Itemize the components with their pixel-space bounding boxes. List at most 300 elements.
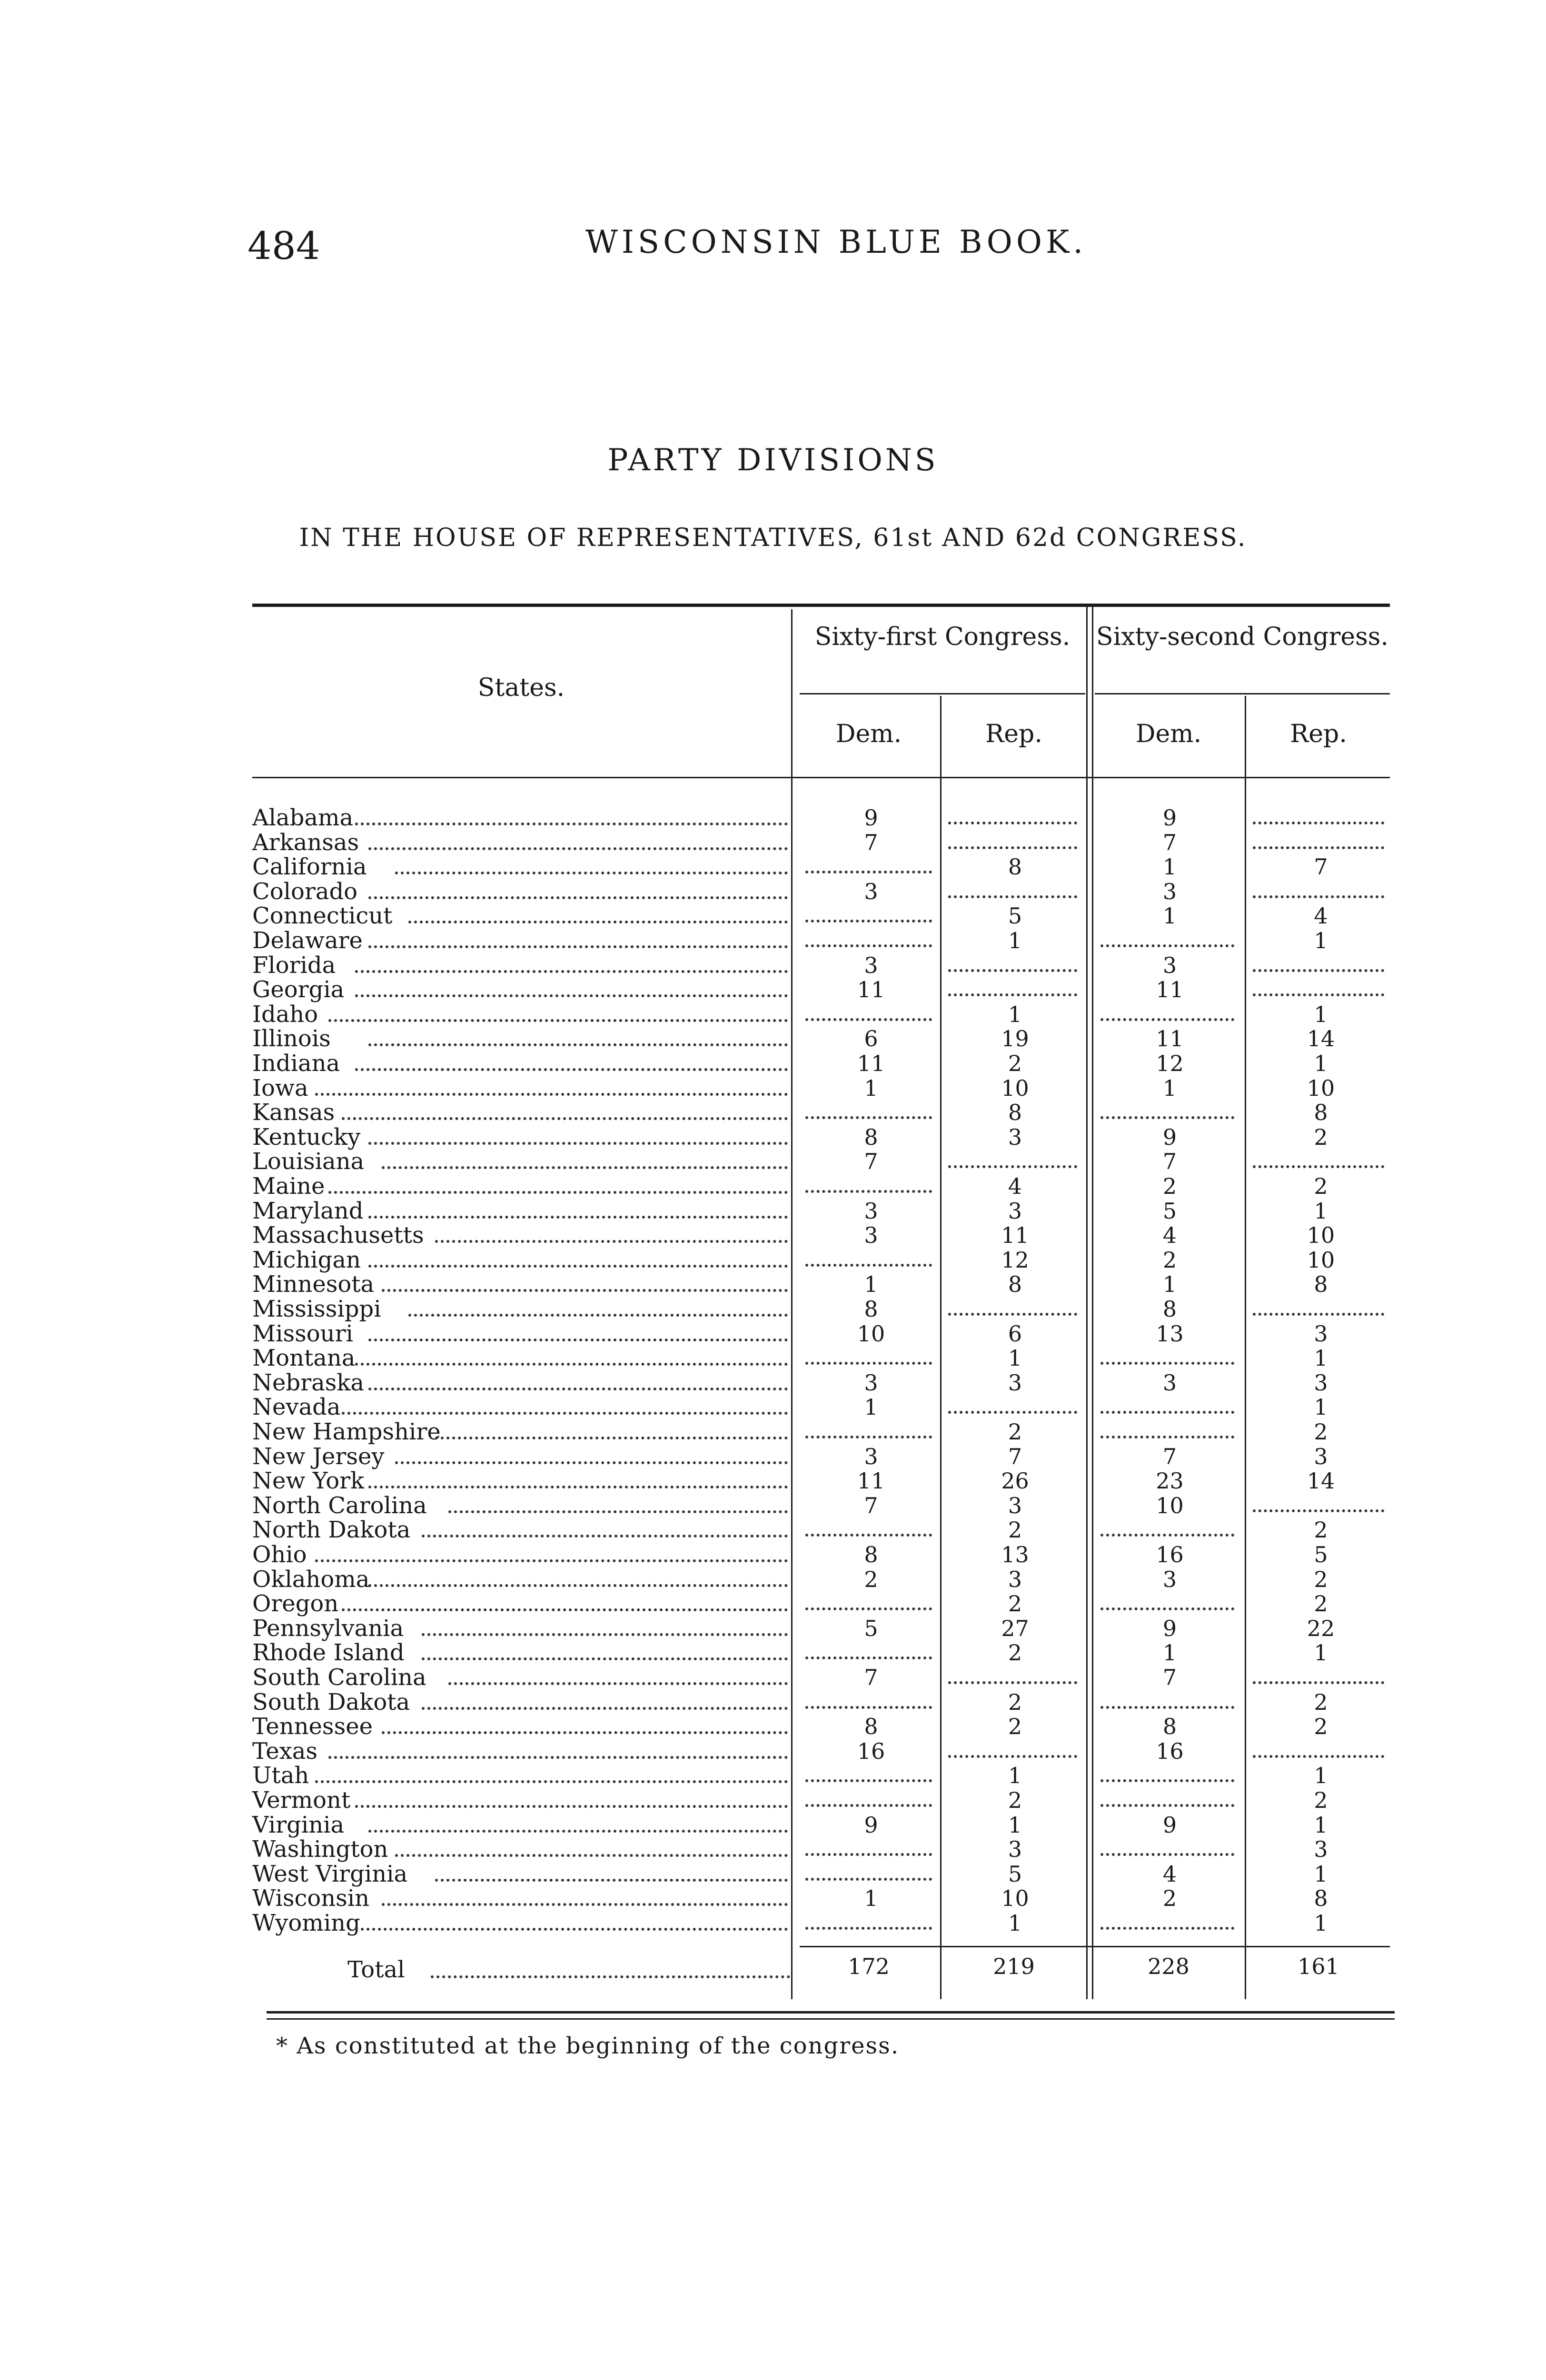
- cell-d61: 16: [857, 1738, 885, 1764]
- cell-d62: 8: [1162, 1296, 1177, 1322]
- leader-dots: [355, 1068, 788, 1071]
- cell-r62: 8: [1314, 1100, 1328, 1125]
- leader-dots: [368, 896, 788, 899]
- cell-r62: 1: [1314, 1345, 1328, 1371]
- total-rep-61: 219: [993, 1954, 1035, 1979]
- empty-cell-dots: [805, 1706, 932, 1709]
- state-name: Virginia: [252, 1812, 345, 1838]
- cell-r61: 4: [1008, 1173, 1022, 1199]
- cell-r62: 8: [1314, 1885, 1328, 1911]
- cell-r62: 2: [1314, 1567, 1328, 1592]
- leader-dots: [315, 1559, 788, 1562]
- state-name: Idaho: [252, 1001, 318, 1028]
- state-name: Washington: [252, 1836, 388, 1863]
- cell-r62: 2: [1314, 1517, 1328, 1543]
- state-name: Vermont: [252, 1787, 351, 1814]
- divider-61-dem-rep: [940, 696, 941, 1999]
- leader-dots: [368, 1830, 788, 1833]
- header-states: States.: [477, 674, 565, 702]
- cell-r61: 2: [1008, 1640, 1022, 1666]
- cell-d61: 1: [864, 1394, 878, 1420]
- leader-dots: [315, 1780, 788, 1783]
- empty-cell-dots: [1100, 1018, 1234, 1021]
- empty-cell-dots: [948, 846, 1077, 849]
- state-name: Iowa: [252, 1075, 308, 1101]
- cell-d61: 3: [864, 1198, 878, 1224]
- cell-r61: 6: [1008, 1321, 1022, 1347]
- cell-d62: 12: [1156, 1051, 1184, 1076]
- cell-d61: 8: [864, 1542, 878, 1567]
- leader-dots: [355, 970, 788, 973]
- cell-r61: 3: [1008, 1493, 1022, 1518]
- table-bottom-rule-2: [267, 2018, 1395, 2020]
- cell-r62: 2: [1314, 1173, 1328, 1199]
- cell-r62: 8: [1314, 1271, 1328, 1297]
- state-name: Alabama: [252, 804, 354, 831]
- state-name: Montana: [252, 1345, 356, 1371]
- empty-cell-dots: [1253, 1755, 1384, 1758]
- state-name: North Carolina: [252, 1492, 427, 1519]
- leader-dots: [328, 1019, 788, 1022]
- empty-cell-dots: [805, 1362, 932, 1365]
- cell-d61: 9: [864, 805, 878, 831]
- cell-r62: 22: [1307, 1616, 1335, 1641]
- empty-cell-dots: [805, 920, 932, 922]
- cell-d62: 4: [1162, 1222, 1177, 1248]
- leader-dots: [368, 1486, 788, 1488]
- cell-r61: 5: [1008, 903, 1022, 929]
- empty-cell-dots: [1100, 1804, 1234, 1807]
- cell-d61: 8: [864, 1124, 878, 1150]
- empty-cell-dots: [948, 1411, 1077, 1414]
- empty-cell-dots: [1253, 1681, 1384, 1684]
- empty-cell-dots: [805, 1779, 932, 1782]
- cell-r62: 1: [1314, 928, 1328, 953]
- empty-cell-dots: [1253, 1509, 1384, 1512]
- empty-cell-dots: [805, 1436, 932, 1438]
- cell-d62: 16: [1156, 1542, 1184, 1567]
- cell-d62: 11: [1156, 977, 1184, 1002]
- page-subtitle: IN THE HOUSE OF REPRESENTATIVES, 61st AND 62d CONGRESS.: [299, 524, 1247, 552]
- leader-dots: [368, 1388, 788, 1390]
- empty-cell-dots: [1100, 1927, 1234, 1930]
- cell-r61: 3: [1008, 1567, 1022, 1592]
- leader-dots: [448, 1682, 788, 1685]
- empty-cell-dots: [1100, 1779, 1234, 1782]
- cell-d62: 9: [1162, 1124, 1177, 1150]
- empty-cell-dots: [1100, 944, 1234, 947]
- cell-r61: 12: [1001, 1247, 1029, 1273]
- cell-d62: 2: [1162, 1173, 1177, 1199]
- cell-d62: 3: [1162, 879, 1177, 904]
- cell-r62: 2: [1314, 1124, 1328, 1150]
- leader-dots: [368, 1142, 788, 1145]
- empty-cell-dots: [805, 1190, 932, 1193]
- empty-cell-dots: [805, 1018, 932, 1021]
- state-name: Texas: [252, 1738, 318, 1765]
- cell-r62: 10: [1307, 1075, 1335, 1101]
- cell-r61: 5: [1008, 1861, 1022, 1887]
- empty-cell-dots: [1253, 1313, 1384, 1316]
- leader-dots: [368, 945, 788, 948]
- cell-r61: 1: [1008, 1910, 1022, 1936]
- page-number: 484: [248, 224, 320, 268]
- leader-dots: [342, 1608, 788, 1611]
- empty-cell-dots: [948, 895, 1077, 898]
- state-name: Nevada: [252, 1394, 341, 1420]
- cell-r61: 8: [1008, 1271, 1022, 1297]
- leader-dots: [382, 1166, 788, 1169]
- empty-cell-dots: [805, 1927, 932, 1930]
- leader-dots: [355, 1363, 788, 1366]
- cell-r61: 1: [1008, 1345, 1022, 1371]
- empty-cell-dots: [1253, 993, 1384, 996]
- cell-d61: 8: [864, 1714, 878, 1739]
- empty-cell-dots: [948, 1313, 1077, 1316]
- state-name: Louisiana: [252, 1148, 365, 1175]
- cell-r61: 2: [1008, 1787, 1022, 1813]
- cell-d62: 3: [1162, 952, 1177, 978]
- c62-header-rule: [1095, 693, 1390, 694]
- cell-r62: 1: [1314, 1910, 1328, 1936]
- header-62nd-congress: Sixty-second Congress.: [1096, 623, 1389, 651]
- empty-cell-dots: [948, 1681, 1077, 1684]
- leader-dots: [368, 847, 788, 850]
- state-name: Mississippi: [252, 1296, 381, 1322]
- cell-d61: 11: [857, 1468, 885, 1494]
- state-name: Delaware: [252, 927, 363, 954]
- cell-d61: 1: [864, 1885, 878, 1911]
- cell-d62: 1: [1162, 903, 1177, 929]
- empty-cell-dots: [805, 1853, 932, 1856]
- cell-d61: 11: [857, 1051, 885, 1076]
- cell-d61: 2: [864, 1567, 878, 1592]
- leader-dots: [355, 1805, 788, 1808]
- total-dem-61: 172: [848, 1954, 890, 1979]
- cell-d62: 1: [1162, 1271, 1177, 1297]
- cell-d61: 7: [864, 1149, 878, 1174]
- divider-62-dem-rep: [1245, 696, 1246, 1999]
- empty-cell-dots: [805, 1607, 932, 1610]
- page-title: PARTY DIVISIONS: [607, 443, 939, 478]
- cell-d62: 7: [1162, 1665, 1177, 1690]
- state-name: Colorado: [252, 878, 358, 905]
- cell-d62: 3: [1162, 1370, 1177, 1396]
- table-top-rule: [252, 604, 1390, 607]
- state-name: Connecticut: [252, 902, 393, 929]
- cell-r62: 14: [1307, 1468, 1335, 1494]
- c61-header-rule: [800, 693, 1085, 694]
- empty-cell-dots: [805, 1534, 932, 1537]
- state-name: Illinois: [252, 1025, 331, 1052]
- state-name: South Carolina: [252, 1664, 426, 1691]
- cell-r61: 2: [1008, 1051, 1022, 1076]
- leader-dots: [408, 1314, 788, 1317]
- total-dem-62: 228: [1148, 1954, 1189, 1979]
- cell-r62: 7: [1314, 854, 1328, 880]
- cell-d61: 1: [864, 1271, 878, 1297]
- cell-d61: 3: [864, 1370, 878, 1396]
- cell-r61: 8: [1008, 1100, 1022, 1125]
- state-name: Massachusetts: [252, 1222, 424, 1249]
- empty-cell-dots: [1100, 1436, 1234, 1438]
- cell-r61: 3: [1008, 1124, 1022, 1150]
- empty-cell-dots: [805, 1656, 932, 1659]
- cell-d62: 8: [1162, 1714, 1177, 1739]
- cell-d62: 3: [1162, 1567, 1177, 1592]
- cell-d62: 9: [1162, 805, 1177, 831]
- empty-cell-dots: [1253, 969, 1384, 972]
- empty-cell-dots: [948, 993, 1077, 996]
- cell-r62: 1: [1314, 1861, 1328, 1887]
- cell-d62: 1: [1162, 1075, 1177, 1101]
- state-name: Rhode Island: [252, 1639, 405, 1666]
- divider-states: [791, 609, 793, 1999]
- empty-cell-dots: [1100, 1411, 1234, 1414]
- empty-cell-dots: [1253, 895, 1384, 898]
- state-name: Maryland: [252, 1198, 364, 1224]
- leader-dots: [395, 1854, 788, 1857]
- state-name: Tennessee: [252, 1713, 373, 1740]
- cell-d62: 13: [1156, 1321, 1184, 1347]
- leader-dots: [328, 1756, 788, 1759]
- cell-d62: 10: [1156, 1493, 1184, 1518]
- leader-dots: [328, 1191, 788, 1194]
- cell-r62: 1: [1314, 1394, 1328, 1420]
- state-name: Maine: [252, 1173, 325, 1200]
- cell-r61: 27: [1001, 1616, 1029, 1641]
- header-bottom-rule: [252, 777, 1390, 778]
- cell-r61: 3: [1008, 1836, 1022, 1862]
- empty-cell-dots: [1100, 1534, 1234, 1537]
- footnote: * As constituted at the beginning of the congress.: [276, 2033, 900, 2059]
- cell-d61: 11: [857, 977, 885, 1002]
- state-name: Pennsylvania: [252, 1615, 404, 1642]
- cell-d62: 11: [1156, 1026, 1184, 1051]
- state-name: Michigan: [252, 1247, 361, 1273]
- cell-r62: 10: [1307, 1222, 1335, 1248]
- leader-dots: [408, 921, 788, 923]
- leader-dots: [355, 994, 788, 997]
- cell-d61: 3: [864, 879, 878, 904]
- cell-r62: 10: [1307, 1247, 1335, 1273]
- cell-r62: 14: [1307, 1026, 1335, 1051]
- cell-d61: 8: [864, 1296, 878, 1322]
- cell-r62: 1: [1314, 1640, 1328, 1666]
- leader-dots: [382, 1731, 788, 1734]
- leader-dots: [435, 1240, 788, 1243]
- cell-d62: 5: [1162, 1198, 1177, 1224]
- state-name: West Virginia: [252, 1861, 408, 1887]
- cell-r62: 1: [1314, 1763, 1328, 1788]
- cell-r61: 11: [1001, 1222, 1029, 1248]
- cell-r62: 2: [1314, 1714, 1328, 1739]
- cell-d61: 3: [864, 1444, 878, 1469]
- state-name: Kansas: [252, 1099, 335, 1126]
- leader-dots: [342, 1117, 788, 1120]
- cell-r62: 2: [1314, 1591, 1328, 1616]
- divider-congress-b: [1092, 604, 1093, 1999]
- cell-r62: 4: [1314, 903, 1328, 929]
- leader-dots: [368, 1216, 788, 1219]
- state-name: Georgia: [252, 976, 345, 1003]
- empty-cell-dots: [1100, 1706, 1234, 1709]
- empty-cell-dots: [948, 1165, 1077, 1168]
- empty-cell-dots: [1253, 846, 1384, 849]
- state-name: Kentucky: [252, 1124, 361, 1150]
- leader-dots: [368, 1043, 788, 1046]
- empty-cell-dots: [805, 944, 932, 947]
- leader-dots: [382, 1289, 788, 1292]
- total-label: Total: [347, 1956, 405, 1983]
- state-name: New Jersey: [252, 1443, 385, 1470]
- cell-d62: 2: [1162, 1247, 1177, 1273]
- empty-cell-dots: [948, 822, 1077, 824]
- cell-r61: 2: [1008, 1591, 1022, 1616]
- empty-cell-dots: [805, 1116, 932, 1119]
- cell-r61: 2: [1008, 1517, 1022, 1543]
- leader-dots: [368, 1339, 788, 1341]
- cell-r61: 10: [1001, 1075, 1029, 1101]
- cell-d62: 1: [1162, 1640, 1177, 1666]
- state-name: Minnesota: [252, 1271, 375, 1298]
- cell-r62: 1: [1314, 1812, 1328, 1838]
- state-name: Ohio: [252, 1541, 307, 1568]
- cell-d61: 5: [864, 1616, 878, 1641]
- divider-congress-a: [1086, 604, 1088, 1999]
- header-rep-62: Rep.: [1290, 720, 1347, 748]
- cell-r62: 1: [1314, 1002, 1328, 1027]
- cell-d61: 7: [864, 1665, 878, 1690]
- cell-r61: 8: [1008, 854, 1022, 880]
- state-name: North Dakota: [252, 1517, 411, 1543]
- cell-d62: 4: [1162, 1861, 1177, 1887]
- leader-dots: [435, 1879, 788, 1882]
- empty-cell-dots: [948, 969, 1077, 972]
- cell-r61: 19: [1001, 1026, 1029, 1051]
- cell-r61: 26: [1001, 1468, 1029, 1494]
- state-name: Florida: [252, 952, 336, 979]
- cell-r61: 2: [1008, 1689, 1022, 1715]
- header-61st-congress: Sixty-first Congress.: [814, 623, 1070, 651]
- cell-r61: 1: [1008, 1002, 1022, 1027]
- cell-r61: 1: [1008, 1812, 1022, 1838]
- cell-r62: 5: [1314, 1542, 1328, 1567]
- cell-r61: 1: [1008, 1763, 1022, 1788]
- table-bottom-rule: [267, 2011, 1395, 2013]
- cell-r61: 13: [1001, 1542, 1029, 1567]
- cell-r62: 2: [1314, 1689, 1328, 1715]
- empty-cell-dots: [1253, 1165, 1384, 1168]
- state-name: Utah: [252, 1762, 309, 1789]
- leader-dots: [355, 823, 788, 825]
- leader-dots: [422, 1535, 788, 1537]
- cell-d61: 6: [864, 1026, 878, 1051]
- state-name: Nebraska: [252, 1369, 365, 1396]
- total-rep-62: 161: [1298, 1954, 1339, 1979]
- cell-d61: 7: [864, 830, 878, 855]
- empty-cell-dots: [1100, 1607, 1234, 1610]
- cell-r62: 3: [1314, 1321, 1328, 1347]
- state-name: Oklahoma: [252, 1566, 370, 1593]
- state-name: New York: [252, 1468, 365, 1494]
- empty-cell-dots: [805, 871, 932, 873]
- empty-cell-dots: [1100, 1362, 1234, 1365]
- header-rep-61: Rep.: [985, 720, 1042, 748]
- cell-r62: 2: [1314, 1419, 1328, 1445]
- cell-r62: 1: [1314, 1051, 1328, 1076]
- cell-d62: 23: [1156, 1468, 1184, 1494]
- leader-dots: [342, 1412, 788, 1415]
- cell-d61: 3: [864, 952, 878, 978]
- cell-r61: 7: [1008, 1444, 1022, 1469]
- state-name: California: [252, 853, 367, 880]
- empty-cell-dots: [805, 1804, 932, 1807]
- leader-dots: [395, 1461, 788, 1464]
- cell-d61: 1: [864, 1075, 878, 1101]
- state-name: Wyoming: [252, 1910, 360, 1936]
- cell-r61: 1: [1008, 928, 1022, 953]
- cell-d62: 16: [1156, 1738, 1184, 1764]
- cell-r61: 3: [1008, 1370, 1022, 1396]
- cell-d61: 9: [864, 1812, 878, 1838]
- header-dem-62: Dem.: [1135, 720, 1202, 748]
- total-top-rule: [800, 1946, 1390, 1947]
- leader-dots: [368, 1584, 788, 1587]
- leader-dots: [315, 1093, 788, 1096]
- cell-d62: 2: [1162, 1885, 1177, 1911]
- cell-d62: 1: [1162, 854, 1177, 880]
- empty-cell-dots: [1100, 1116, 1234, 1119]
- header-dem-61: Dem.: [835, 720, 902, 748]
- leader-dots: [355, 1928, 788, 1931]
- leader-dots: [395, 872, 788, 874]
- state-name: South Dakota: [252, 1689, 410, 1716]
- empty-cell-dots: [948, 1755, 1077, 1758]
- leader-dots: [368, 1265, 788, 1268]
- cell-d62: 7: [1162, 1444, 1177, 1469]
- leader-dots: [422, 1657, 788, 1660]
- cell-r61: 10: [1001, 1885, 1029, 1911]
- cell-d62: 9: [1162, 1812, 1177, 1838]
- cell-d61: 10: [857, 1321, 885, 1347]
- cell-d62: 7: [1162, 830, 1177, 855]
- state-name: Oregon: [252, 1590, 339, 1617]
- leader-dots: [422, 1633, 788, 1636]
- cell-r62: 3: [1314, 1444, 1328, 1469]
- cell-d61: 3: [864, 1222, 878, 1248]
- running-head: WISCONSIN BLUE BOOK.: [585, 224, 1087, 260]
- cell-r61: 2: [1008, 1714, 1022, 1739]
- cell-r62: 2: [1314, 1787, 1328, 1813]
- cell-r62: 1: [1314, 1198, 1328, 1224]
- leader-dots: [435, 1437, 788, 1439]
- cell-d61: 7: [864, 1493, 878, 1518]
- total-label-leader: [431, 1975, 790, 1978]
- state-name: Arkansas: [252, 829, 359, 856]
- empty-cell-dots: [1100, 1853, 1234, 1856]
- state-name: Indiana: [252, 1050, 340, 1077]
- cell-r61: 2: [1008, 1419, 1022, 1445]
- state-name: Missouri: [252, 1320, 353, 1347]
- empty-cell-dots: [805, 1264, 932, 1267]
- leader-dots: [382, 1903, 788, 1906]
- empty-cell-dots: [805, 1878, 932, 1881]
- cell-r61: 3: [1008, 1198, 1022, 1224]
- leader-dots: [448, 1510, 788, 1513]
- state-name: New Hampshire: [252, 1418, 441, 1445]
- state-name: Wisconsin: [252, 1885, 370, 1912]
